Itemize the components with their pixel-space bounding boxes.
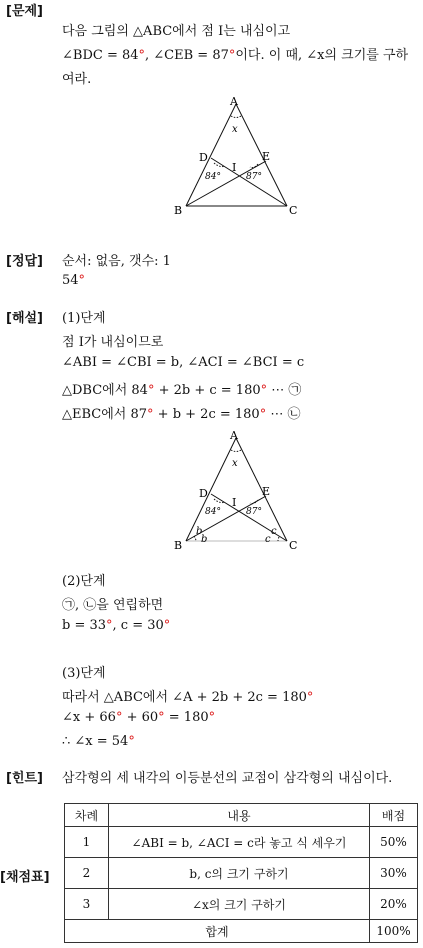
header-content: 내용 [109,804,370,827]
solution-line-4: △EBC에서 87° + b + 2c = 180° ⋯ ㉡ [62,407,301,422]
step3-title: (3)단계 [62,666,106,681]
label-c-lower: c [265,534,271,545]
hint-tag: [힌트] [6,771,43,786]
label-I-2: I [232,496,237,509]
label-b-lower: b [201,534,208,545]
rubric-table [64,803,418,943]
solution-line-7: 따라서 △ABC에서 ∠A + 2b + 2c = 180° [62,690,314,705]
solution-line-5: ㉠, ㉡을 연립하면 [62,598,164,613]
answer-tag: [정답] [6,254,43,269]
header-score: 배점 [370,804,418,827]
row-no: 2 [65,858,109,889]
total-score: 100% [370,920,418,943]
label-A: A [230,95,238,108]
triangle-figure-1 [170,94,310,220]
problem-tag: [문제] [6,4,43,19]
label-D: D [199,151,208,164]
solution-line-3: △DBC에서 84° + 2b + c = 180° ⋯ ㉠ [62,383,302,398]
label-x-2: x [232,458,238,469]
label-C-2: C [289,539,298,552]
solution-line-9: ∴ ∠x = 54° [62,734,135,749]
row-content: ∠ABI = b, ∠ACI = c라 놓고 식 세우기 [109,827,370,858]
label-B-2: B [174,539,183,552]
row-content: b, c의 크기 구하기 [109,858,370,889]
header-order: 차례 [65,804,109,827]
answer-line-1: 순서: 없음, 갯수: 1 [62,254,171,269]
label-E-2: E [262,485,271,498]
step1-title: (1)단계 [62,311,106,326]
step2-title: (2)단계 [62,574,106,589]
table-row [65,858,418,889]
triangle-figure-2 [170,428,310,554]
angle-87-2: 87° [246,507,262,517]
table-row [65,827,418,858]
solution-line-8: ∠x + 66° + 60° = 180° [62,710,216,725]
label-E: E [262,150,271,163]
solution-line-1: 점 I가 내심이므로 [62,335,164,350]
problem-line-2: ∠BDC = 84°, ∠CEB = 87°이다. 이 때, ∠x의 크기를 구하 [62,48,409,63]
problem-line-3: 여라. [62,72,92,87]
problem-line-1: 다음 그림의 △ABC에서 점 I는 내심이고 [62,24,291,39]
row-no: 3 [65,889,109,920]
label-B: B [174,204,183,217]
total-label: 합계 [65,920,370,943]
row-no: 1 [65,827,109,858]
table-total-row [65,920,418,943]
solution-tag: [해설] [6,311,43,326]
hint-text: 삼각형의 세 내각의 이등분선의 교점이 삼각형의 내심이다. [62,771,393,786]
label-I: I [232,161,237,174]
table-header-row [65,804,418,827]
table-row [65,889,418,920]
angle-84-2: 84° [205,507,221,517]
angle-87: 87° [246,172,262,182]
rubric-tag: [채점표] [0,870,50,885]
label-C: C [289,204,298,217]
label-A-2: A [230,429,238,442]
row-score: 20% [370,889,418,920]
label-c-upper: c [271,526,277,537]
solution-line-6: b = 33°, c = 30° [62,618,171,633]
solution-line-2: ∠ABI = ∠CBI = b, ∠ACI = ∠BCI = c [62,355,305,370]
row-score: 50% [370,827,418,858]
row-content: ∠x의 크기 구하기 [109,889,370,920]
label-b-upper: b [196,526,203,537]
label-x: x [232,124,238,135]
answer-value: 54° [62,273,86,288]
label-D-2: D [199,487,208,500]
row-score: 30% [370,858,418,889]
angle-84: 84° [205,172,221,182]
